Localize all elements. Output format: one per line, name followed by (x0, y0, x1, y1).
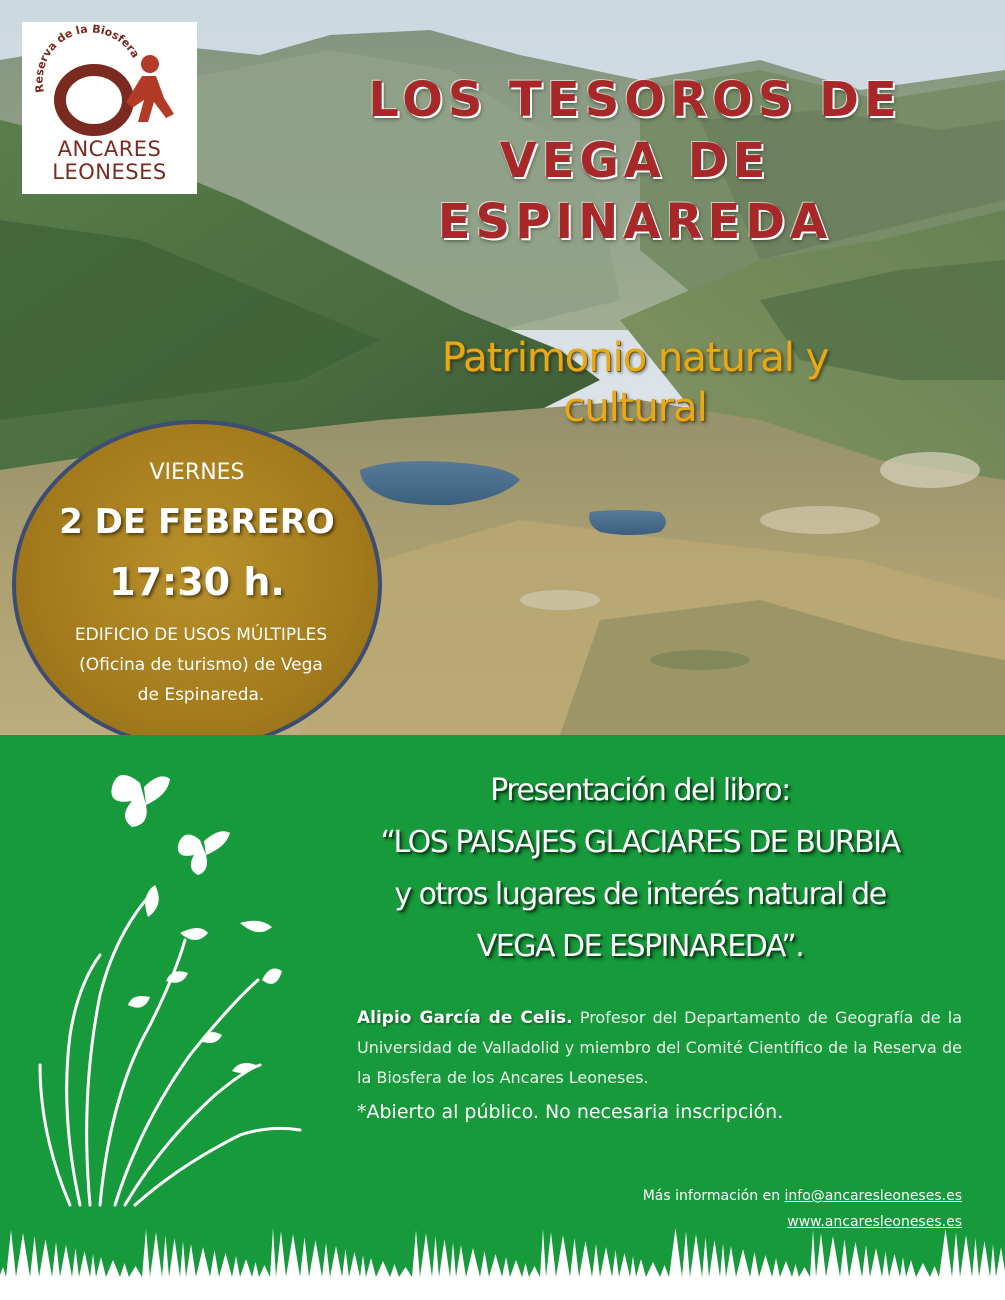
poster-title (305, 70, 965, 253)
event-date-circle (12, 420, 382, 750)
logo-arc-text: Reserva de la Biosfera (32, 22, 143, 94)
event-day: VIERNES (149, 460, 245, 485)
event-time: 17:30 h. (109, 560, 285, 604)
subtitle-line: Patrimonio natural y (441, 335, 829, 381)
poster-subtitle (355, 333, 915, 433)
logo-text-leoneses: LEONESES (52, 160, 167, 184)
title-line: ESPINAREDA (437, 194, 833, 250)
contact-prefix: Más información en (642, 1188, 781, 1204)
book-line: “LOS PAISAJES GLACIARES DE BURBIA (380, 825, 900, 860)
grass-border-icon (0, 1205, 1005, 1300)
event-place (46, 620, 356, 710)
title-line: LOS TESOROS DE (368, 72, 902, 128)
author-name: Alipio García de Celis. (357, 1008, 573, 1028)
event-date: 2 DE FEBRERO (59, 502, 335, 542)
event-place-line: EDIFICIO DE USOS MÚLTIPLES (74, 625, 328, 645)
book-line: Presentación del libro: (490, 773, 790, 808)
logo-text-ancares: ANCARES (57, 137, 162, 161)
subtitle-line: cultural (563, 385, 707, 431)
open-to-public-note: *Abierto al público. No necesaria inscripción. (357, 1101, 784, 1123)
event-place-line: (Oficina de turismo) de Vega (79, 655, 323, 675)
contact-email-link[interactable]: info@ancaresleoneses.es (784, 1188, 962, 1204)
book-line: y otros lugares de interés natural de (394, 877, 886, 912)
author-bio (357, 1003, 962, 1093)
event-place-line: de Espinareda. (137, 685, 265, 705)
ancares-leoneses-logo (22, 22, 197, 194)
website-link[interactable]: www.ancaresleoneses.es (787, 1214, 962, 1230)
book-line: VEGA DE ESPINAREDA”. (476, 929, 804, 964)
title-line: VEGA DE (499, 133, 771, 189)
book-presentation (320, 765, 960, 973)
green-info-band (0, 735, 1005, 1300)
author-description: Profesor del Departamento de Geografía de la Universidad de Valladolid y miembro del Comité Científico de la Reserva de la Biosfera de los Ancares Leoneses. (357, 1008, 963, 1087)
